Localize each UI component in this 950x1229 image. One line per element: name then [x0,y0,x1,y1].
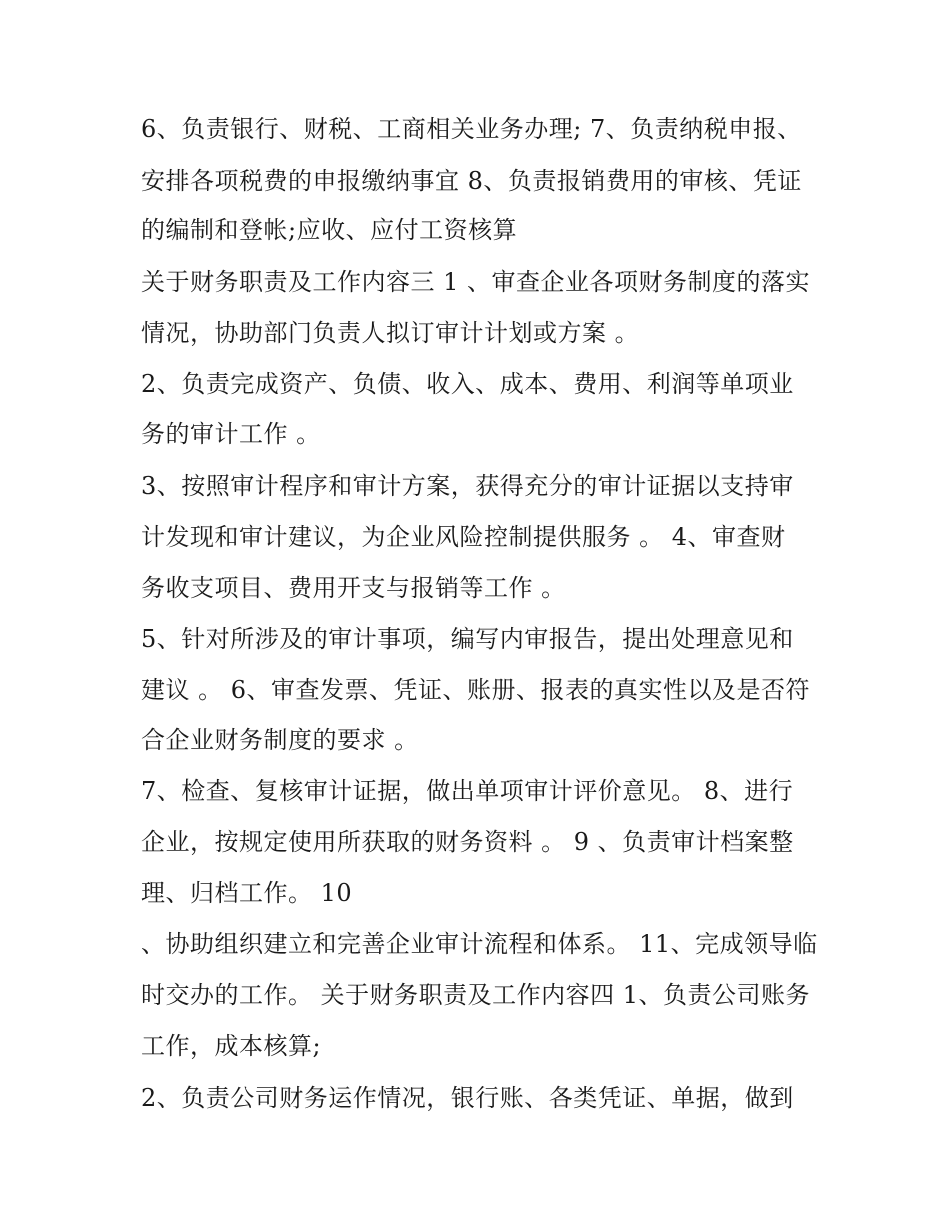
text-line: 的编制和登帐;应收、应付工资核算 [141,216,518,244]
text-line: 计发现和审计建议，为企业风险控制提供服务 。 4、审查财 [141,523,786,551]
text-line: 务的审计工作 。 [141,420,321,448]
text-line: 情况，协助部门负责人拟订审计计划或方案 。 [141,319,640,347]
text-line: 工作，成本核算; [141,1032,322,1060]
text-line: 6、负责银行、财税、工商相关业务办理; 7、负责纳税申报、 [141,115,802,143]
text-line: 合企业财务制度的要求 。 [141,726,419,754]
text-line: 2、负责完成资产、负债、收入、成本、费用、利润等单项业 [141,370,794,398]
text-line: 时交办的工作。 关于财务职责及工作内容四 1、负责公司账务 [141,981,811,1009]
text-line: 5、针对所涉及的审计事项，编写内审报告，提出处理意见和 [141,625,794,653]
text-line: 7、检查、复核审计证据，做出单项审计评价意见。 8、进行 [141,777,794,805]
text-line: 、协助组织建立和完善企业审计流程和体系。 11、完成领导临 [141,930,818,958]
text-line: 企业，按规定使用所获取的财务资料 。 9 、负责审计档案整 [141,828,794,856]
text-line: 务收支项目、费用开支与报销等工作 。 [141,574,566,602]
text-line: 建议 。 6、审查发票、凭证、账册、报表的真实性以及是否符 [141,676,811,704]
text-line: 关于财务职责及工作内容三 1 、审查企业各项财务制度的落实 [141,268,811,296]
text-line: 2、负责公司财务运作情况，银行账、各类凭证、单据，做到 [141,1084,794,1112]
text-line: 安排各项税费的申报缴纳事宜 8、负责报销费用的审核、凭证 [141,167,802,195]
text-line: 3、按照审计程序和审计方案，获得充分的审计证据以支持审 [141,472,794,500]
text-line: 理、归档工作。 10 [141,879,353,907]
